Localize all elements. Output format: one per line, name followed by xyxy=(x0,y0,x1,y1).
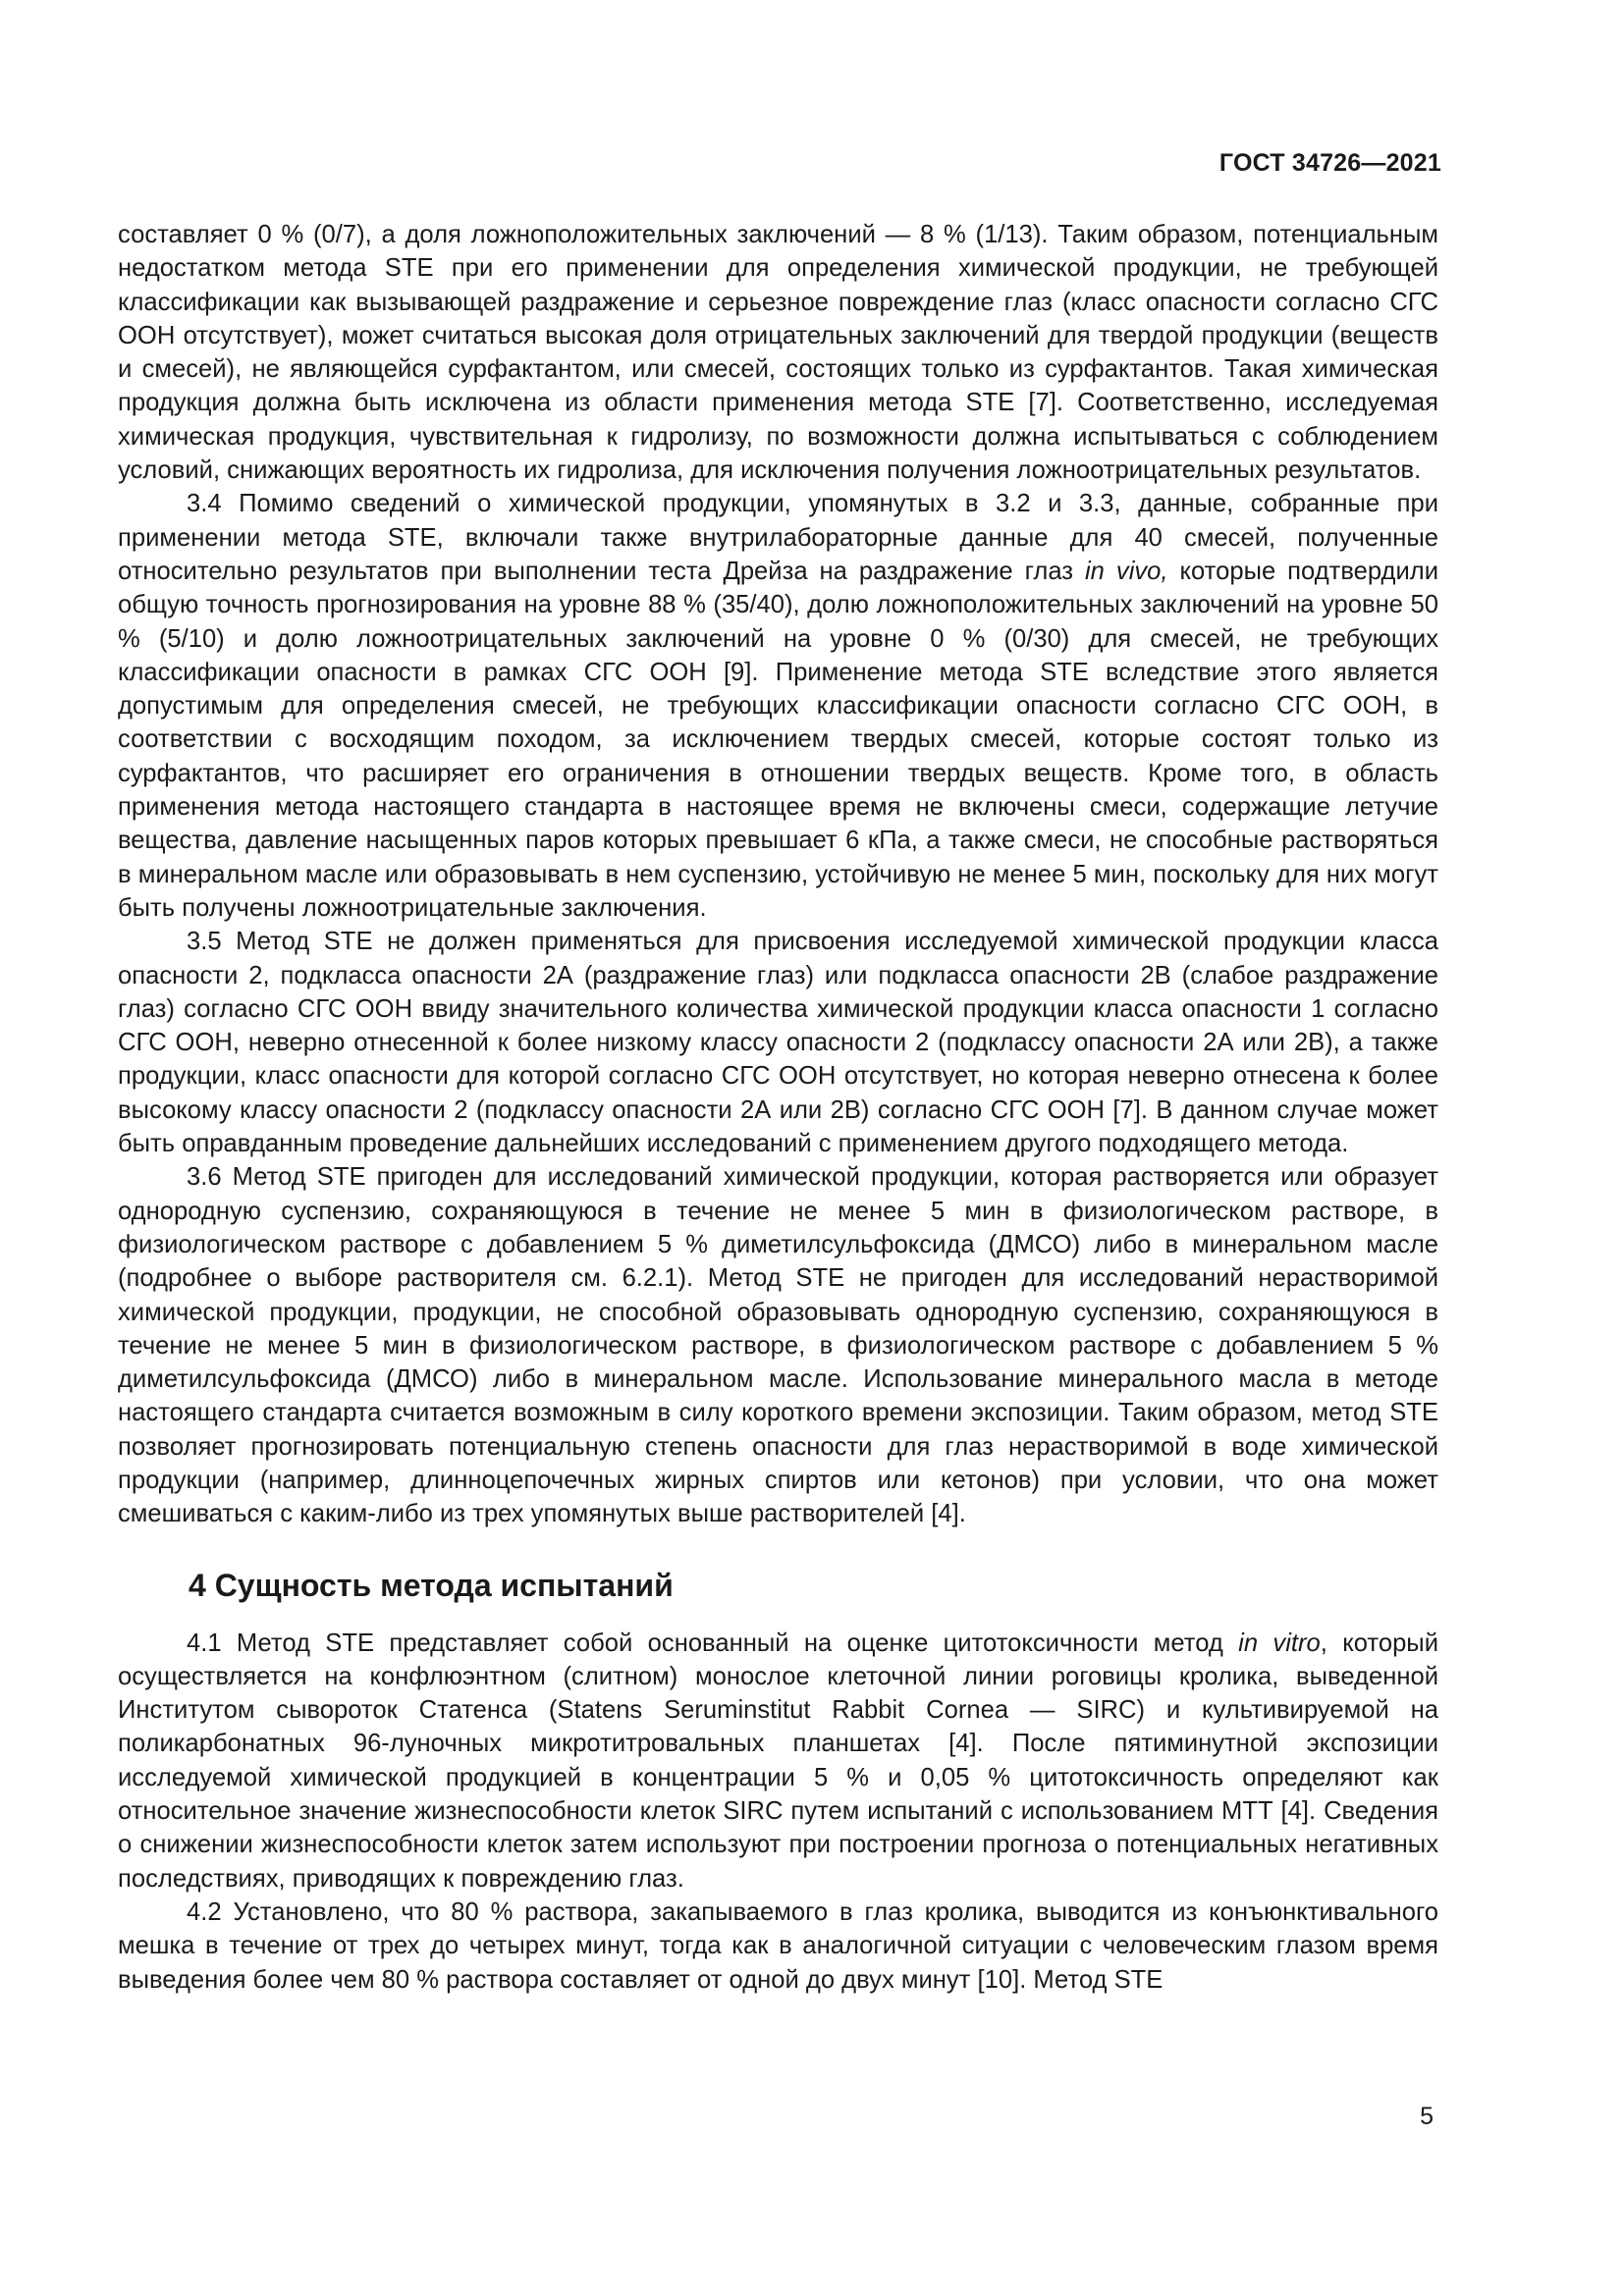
paragraph-4-1-part-a: 4.1 Метод STE представляет собой основанный на оценке цитотоксичности метод xyxy=(187,1629,1239,1657)
document-body xyxy=(118,218,1438,1997)
paragraph-4-1-italic: in vitro xyxy=(1238,1629,1321,1657)
paragraph-continued: составляет 0 % (0/7), а доля ложноположительных заключений — 8 % (1/13). Таким образом, потенциальным недостатком метода STE при его применении для определения химической продукции, не требующей классификации как вызывающей раздражение и серьезное повреждение глаз (класс опасности согласно СГС ООН отсутствует), может считаться высокая доля отрицательных заключений для твердой продукции (веществ и смесей), не являющейся сурфактантом, или смесей, состоящих только из сурфактантов. Такая химическая продукция должна быть исключена из области применения метода STE [7]. Соответственно, исследуемая химическая продукция, чувствительная к гидролизу, по возможности должна испытываться с соблюдением условий, снижающих вероятность их гидролиза, для исключения получения ложноотрицательных результатов. xyxy=(118,221,1438,485)
paragraph-3-4 xyxy=(118,487,1438,925)
paragraph-3-4-italic: in vivo, xyxy=(1085,557,1168,585)
paragraph-3-6: 3.6 Метод STE пригоден для исследований химической продукции, которая растворяется или образует однородную суспензию, сохраняющуюся в течение не менее 5 мин в физиологическом растворе, в физиологическом растворе с добавлением 5 % диметилсульфоксида (ДМСО) либо в минеральном масле (подробнее о выборе растворителя см. 6.2.1). Метод STE не пригоден для исследований нерастворимой химической продукции, продукции, не способной образовывать однородную суспензию, сохраняющуюся в течение не менее 5 мин в физиологическом растворе, в физиологическом растворе с добавлением 5 % диметилсульфоксида (ДМСО) либо в минеральном масле. Использование минерального масла в методе настоящего стандарта считается возможным в силу короткого времени экспозиции. Таким образом, метод STE позволяет прогнозировать потенциальную степень опасности для глаз нерастворимой в воде химической продукции (например, длинноцепочечных жирных спиртов или кетонов) при условии, что она может смешиваться с каким-либо из трех упомянутых выше растворителей [4]. xyxy=(118,1163,1438,1528)
paragraph-3-4-part-a: 3.4 Помимо сведений о химической продукции, упомянутых в 3.2 и 3.3, данные, собранные при применении метода STE, включали также внутрилабораторные данные для 40 смесей, полученные относительно результатов при выполнении теста Дрейза на раздражение глаз xyxy=(118,490,1438,585)
paragraph-4-1-part-b: , который осуществляется на конфлюэнтном (слитном) монослое клеточной линии роговицы кролика, выведенной Институтом сывороток Статенса (Statens Seruminstitut Rabbit Cornea — SIRC) и культивируемой на поликарбонатных 96-луночных микротитровальных планшетах [4]. После пятиминутной экспозиции исследуемой химической продукцией в концентрации 5 % и 0,05 % цитотоксичность определяют как относительное значение жизнеспособности клеток SIRC путем испытаний с использованием МТТ [4]. Сведения о снижении жизнеспособности клеток затем используют при построении прогноза о потенциальных негативных последствиях, приводящих к повреждению глаз. xyxy=(118,1629,1438,1893)
paragraph-4-2: 4.2 Установлено, что 80 % раствора, закапываемого в глаз кролика, выводится из конъюнктивального мешка в течение от трех до четырех минут, тогда как в аналогичной ситуации с человеческим глазом время выведения более чем 80 % раствора составляет от одной до двух минут [10]. Метод STE xyxy=(118,1897,1438,1994)
document-header: ГОСТ 34726—2021 xyxy=(1218,149,1441,177)
paragraph-3-4-part-b: которые подтвердили общую точность прогнозирования на уровне 88 % (35/40), долю ложноположительных заключений на уровне 50 % (5/10) и долю ложноотрицательных заключений на уровне 0 % (0/30) для смесей, не требующих классификации опасности в рамках СГС ООН [9]. Применение метода STE вследствие этого является допустимым для определения смесей, не требующих классификации опасности согласно СГС ООН, в соответствии с восходящим походом, за исключением твердых смесей, которые состоят только из сурфактантов, что расширяет его ограничения в отношении твердых веществ. Кроме того, в область применения метода настоящего стандарта в настоящее время не включены смеси, содержащие летучие вещества, давление насыщенных паров которых превышает 6 кПа, а также смеси, не способные растворяться в минеральном масле или образовывать в нем суспензию, устойчивую не менее 5 мин, поскольку для них могут быть получены ложноотрицательные заключения. xyxy=(118,557,1439,922)
section-4-title: 4 Сущность метода испытаний xyxy=(189,1567,674,1603)
page-number: 5 xyxy=(1420,2103,1434,2130)
paragraph-4-1 xyxy=(118,1627,1438,1896)
paragraph-3-5: 3.5 Метод STE не должен применяться для присвоения исследуемой химической продукции класса опасности 2, подкласса опасности 2А (раздражение глаз) или подкласса опасности 2В (слабое раздражение глаз) согласно СГС ООН ввиду значительного количества химической продукции класса опасности 1 согласно СГС ООН, неверно отнесенной к более низкому классу опасности 2 (подклассу опасности 2А или 2В), а также продукции, класс опасности для которой согласно СГС ООН отсутствует, но которая неверно отнесена к более высокому классу опасности 2 (подклассу опасности 2А или 2В) согласно СГС ООН [7]. В данном случае может быть оправданным проведение дальнейших исследований с применением другого подходящего метода. xyxy=(118,928,1438,1158)
